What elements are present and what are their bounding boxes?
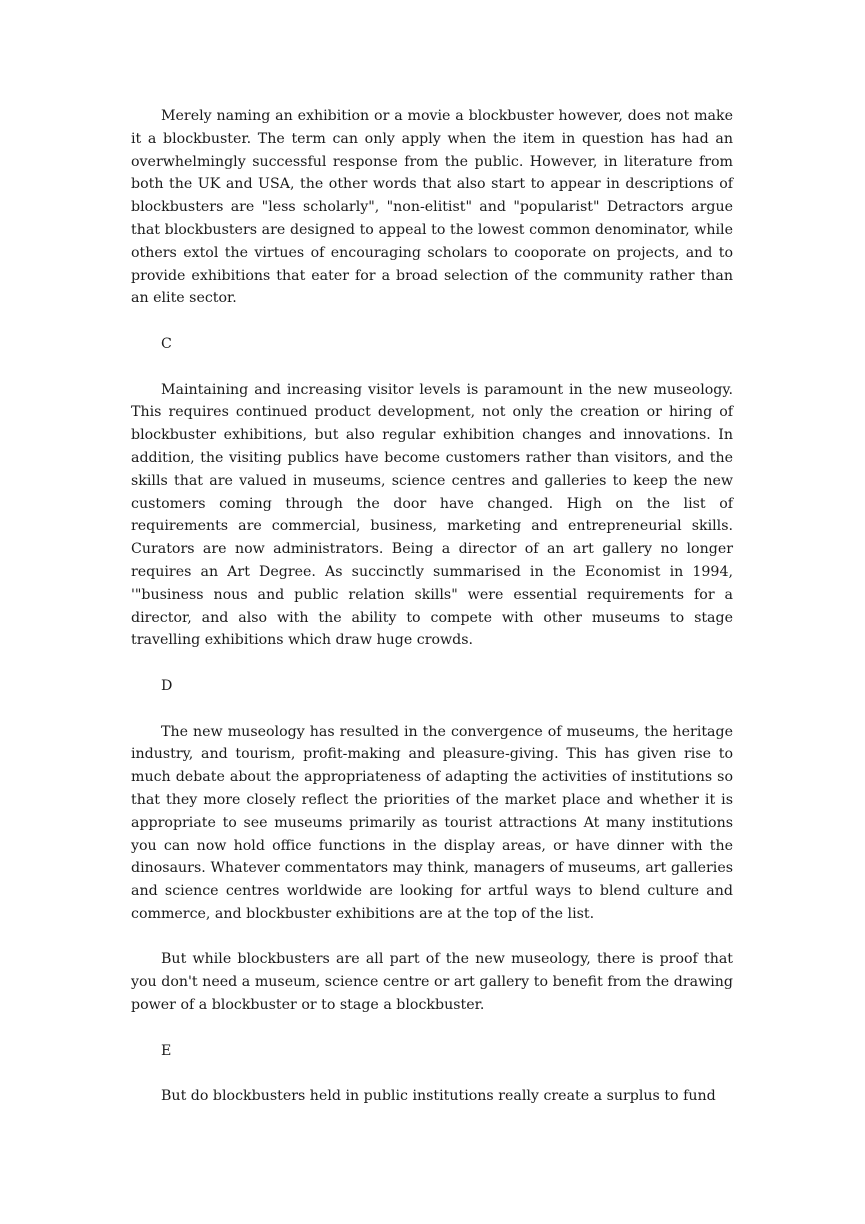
paragraph-surplus-question: But do blockbusters held in public institutions really create a surplus to fund [161, 1088, 716, 1105]
paragraph-visitor-levels: Maintaining and increasing visitor levels is paramount in the new museology. This requires continued product development, not only the creation or hiring of blockbuster exhibitions, but also regular exhibition changes and innovations. In addition, the visiting publics have become customers rather than visitors, and the skills that are valued in museums, science centres and galleries to keep the new customers coming through the door have changed. High on the list of requirements are commercial, business, marketing and entrepreneurial skills. Curators are now administrators. Being a director of an art gallery no longer requires an Art Degree. As succinctly summarised in the Economist in 1994, '"business nous and public relation skills" were essential requirements for a director, and also with the ability to compete with other museums to stage travelling exhibitions which draw huge crowds. [131, 381, 733, 649]
section-heading-c: C [161, 335, 172, 352]
section-heading-d: D [161, 677, 173, 694]
paragraph-blockbuster-proof: But while blockbusters are all part of the new museology, there is proof that you don't need a museum, science centre or art gallery to benefit from the drawing power of a blockbuster or to stage a blockbuster. [131, 951, 733, 1014]
section-heading-e: E [161, 1042, 172, 1059]
paragraph-new-museology: The new museology has resulted in the convergence of museums, the heritage industry, and tourism, profit-making and pleasure-giving. This has given rise to much debate about the appropriateness of adapting the activities of institutions so that they more closely reflect the priorities of the market place and whether it is appropriate to see museums primarily as tourist attractions At many institutions you can now hold office functions in the display areas, or have dinner with the dinosaurs. Whatever commentators may think, managers of museums, art galleries and science centres worldwide are looking for artful ways to blend culture and commerce, and blockbuster exhibitions are at the top of the list. [131, 723, 733, 922]
paragraph-blockbuster-definition: Merely naming an exhibition or a movie a blockbuster however, does not make it a blockbuster. The term can only apply when the item in question has had an overwhelmingly successful response from the public. However, in literature from both the UK and USA, the other words that also start to appear in descriptions of blockbusters are "less scholarly", "non-elitist" and "popularist" Detractors argue that blockbusters are designed to appeal to the lowest common denominator, while others extol the virtues of encouraging scholars to cooporate on projects, and to provide exhibitions that eater for a broad selection of the community rather than an elite sector. [131, 108, 733, 307]
document-body [131, 105, 733, 1131]
